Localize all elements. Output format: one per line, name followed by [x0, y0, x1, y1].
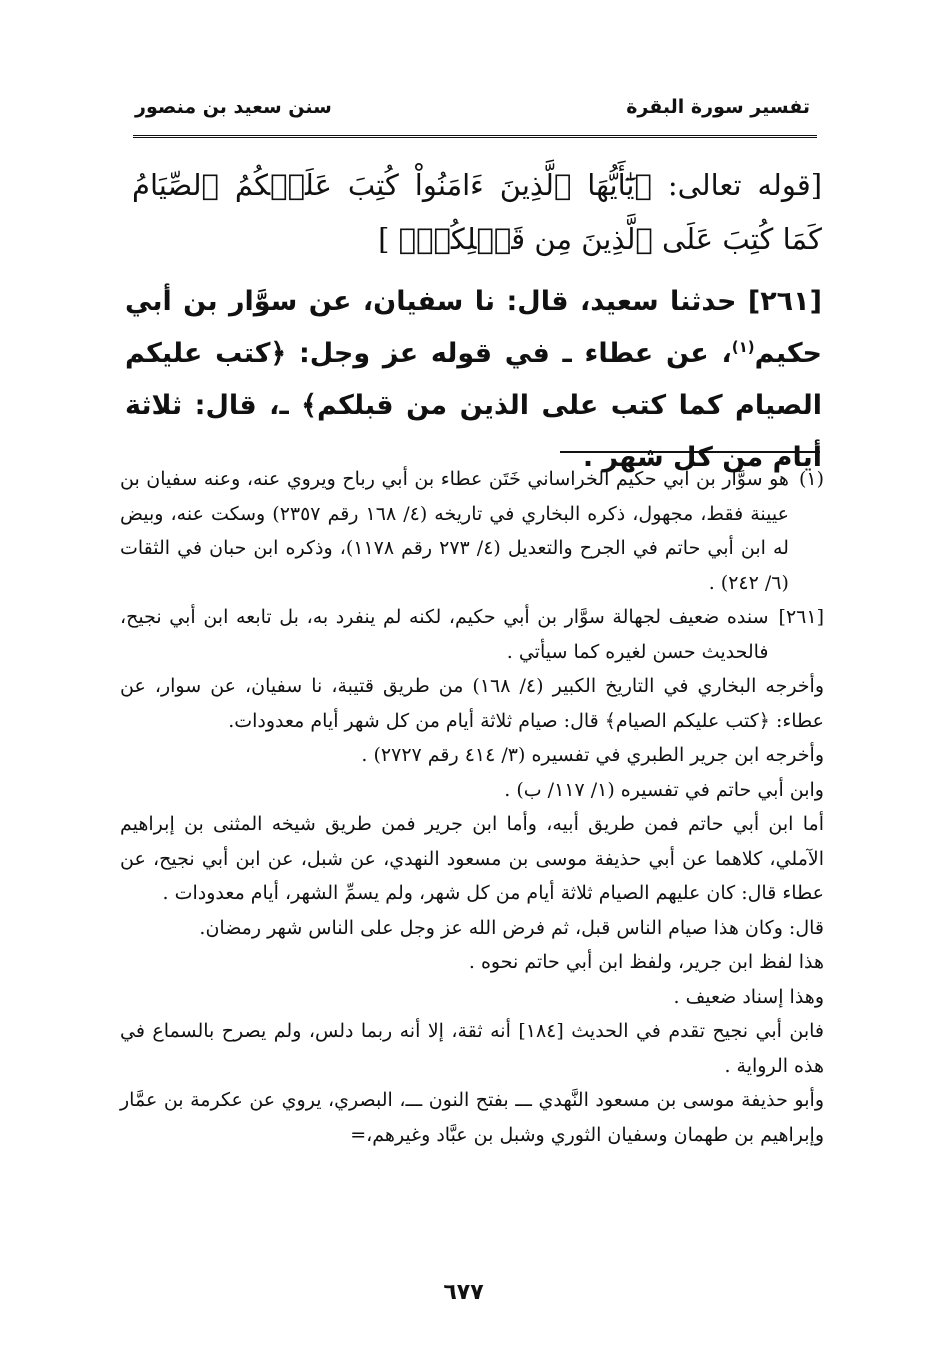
- note-paragraph-ramadan: قال: وكان هذا صيام الناس قبل، ثم فرض الله عز وجل على الناس شهر رمضان.: [199, 916, 824, 939]
- note-paragraph-wording: هذا لفظ ابن جرير، ولفظ ابن أبي حاتم نحوه .: [468, 951, 824, 973]
- footnote-1: [120, 462, 824, 600]
- note-paragraph-abu-hudhayfa: وأبو حذيفة موسى بن مسعود النَّهدي ـــ بفتح النون ـــ، البصري، يروي عن عكرمة بن عمَّار وإبراهيم بن طهمان وسفيان الثوري وشبل بن عبَّاد وغيرهم،=: [120, 1089, 824, 1146]
- note-paragraph-bukhari: وأخرجه البخاري في التاريخ الكبير (٤/ ١٦٨) من طريق قتيبة، نا سفيان، عن سوار، عن عطاء: ﴿كتب عليكم الصيام﴾ قال: صيام ثلاثة أيام من كل شهر أيام معدودات.: [120, 675, 825, 732]
- verse-intro: [قوله تعالى:: [651, 168, 823, 202]
- header-rule: [133, 135, 817, 138]
- footnote-ref-1[interactable]: (١): [731, 338, 755, 356]
- hadith-text-part1: حدثنا سعيد، قال: نا سفيان، عن سوَّار بن أبي حكيم: [125, 286, 822, 369]
- note-paragraph-ibn-abi-najih: فابن أبي نجيح تقدم في الحديث [١٨٤] أنه ثقة، إلا أنه ربما دلس، ولم يصرح بالسماع في هذه الرواية .: [120, 1020, 824, 1077]
- page-number: ٦٧٧: [443, 1280, 484, 1305]
- footnote-1-text: هو سوَّار بن أبي حكيم الخراساني خَتَن عطاء بن أبي رباح ويروي عنه، وعنه سفيان بن عيينة فقط، مجهول، ذكره البخاري في تاريخه (٤/ ١٦٨ رقم ٢٣٥٧) وسكت عنه، وبيض له ابن أبي حاتم في الجرح والتعديل (٤/ ٢٧٣ رقم ١١٧٨)، وذكره ابن حبان في الثقات (٦/ ٢٤٢) .: [120, 468, 789, 594]
- footnote-1-marker: (١): [798, 468, 824, 490]
- note-paragraph-chains: أما ابن أبي حاتم فمن طريق أبيه، وأما ابن جرير فمن طريق شيخه المثنى بن إبراهيم الآملي، كلاهما عن أبي حذيفة موسى بن مسعود النهدي، عن شبل، عن ابن أبي نجيح، عن عطاء قال: كان عليهم الصيام ثلاثة أيام من كل شهر، ولم يسمِّ الشهر، أيام معدودات .: [120, 813, 824, 904]
- hadith-text-part2: ، عن عطاء ـ في قوله عز وجل:: [286, 338, 732, 369]
- footnotes: [120, 462, 824, 1152]
- verse-ayah: ﴿يَٰٓأَيُّهَا ٱلَّذِينَ ءَامَنُواْ كُتِبَ عَلَيۡكُمُ ٱلصِّيَامُ كَمَا كُتِبَ عَلَى ٱلَّذِينَ مِن قَبۡلِكُمۡ﴾: [132, 168, 822, 256]
- note-paragraph-tabari: وأخرجه ابن جرير الطبري في تفسيره (٣/ ٤١٤ رقم ٢٧٢٧) .: [361, 744, 824, 766]
- note-paragraph-ibn-abi-hatim: وابن أبي حاتم في تفسيره (١/ ١١٧/ ب) .: [504, 778, 824, 801]
- hadith-note: [120, 600, 824, 669]
- hadith-number: [٢٦١]: [747, 286, 822, 317]
- footnote-separator: [560, 451, 820, 453]
- hadith-note-marker: [٢٦١]: [778, 606, 824, 628]
- verse-close: ]: [378, 222, 399, 256]
- running-header: [135, 96, 810, 118]
- verse-block: [132, 158, 822, 266]
- header-left-title: سنن سعيد بن منصور: [135, 96, 332, 118]
- hadith-text-part3: ـ، قال: ثلاثة أيام من كل شهر .: [125, 390, 822, 473]
- note-paragraph-weak: وهذا إسناد ضعيف .: [673, 985, 824, 1008]
- hadith-quote: ﴿كتب عليكم الصيام كما كتب على الذين من قبلكم﴾: [125, 338, 822, 421]
- header-right-title: تفسير سورة البقرة: [626, 96, 810, 118]
- hadith-note-text: سنده ضعيف لجهالة سوَّار بن أبي حكيم، لكنه لم ينفرد به، بل تابعه ابن أبي نجيح، فالحديث حسن لغيره كما سيأتي .: [120, 606, 769, 663]
